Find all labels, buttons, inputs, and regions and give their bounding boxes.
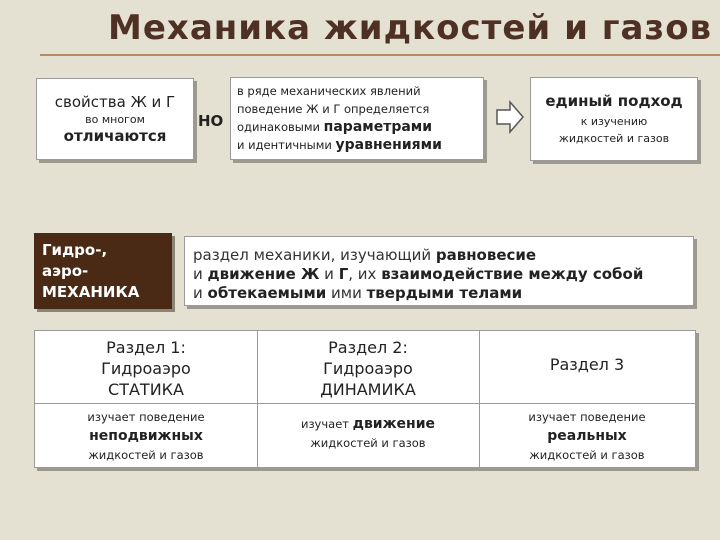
section-1-label: Раздел 1: [106,338,186,357]
section-1-description [35,404,257,468]
parameters-line4-prefix: и идентичными [237,138,332,152]
parameters-line4 [237,136,477,154]
unified-line1: единый подход [545,92,683,110]
term-line2: аэро- [42,262,89,280]
unified-line3: жидкостей и газов [558,132,670,145]
properties-line2: во многом [85,113,145,126]
section-1-header [35,331,257,403]
definition-emphasis: обтекаемыми [207,284,327,302]
section-2-desc-line2: жидкостей и газов [310,436,426,450]
section-1-desc-line1: изучает поведение [87,410,205,424]
definition-emphasis: твердыми телами [366,284,523,302]
section-2-desc-emphasis: движение [352,416,436,432]
definition-emphasis: равновесие [435,246,537,264]
definition-text: раздел механики, изучающий [193,246,436,264]
parameters-line3-prefix: одинаковыми [237,120,321,134]
section-2-description [257,404,479,468]
term-line3: МЕХАНИКА [42,283,140,301]
definition-emphasis: Г [338,265,349,283]
parameters-line3 [237,118,477,136]
definition-emphasis: взаимодействие между собой [381,265,644,283]
section-3-description [479,404,695,468]
section-2-desc-prefix: изучает [300,417,349,431]
parameters-line2: поведение Ж и Г определяется [237,102,430,116]
section-1-name: СТАТИКА [108,380,184,399]
section-1-desc-emphasis: неподвижных [89,428,203,444]
right-arrow-icon [495,100,525,134]
term-line1: Гидро-, [42,241,108,259]
section-2-header [257,331,479,403]
section-2-label: Раздел 2: [328,338,408,357]
equations-emphasis: уравнениями [335,137,442,153]
section-2-prefix: Гидроаэро [323,359,413,378]
section-3-desc-emphasis: реальных [547,428,627,444]
unified-line2: к изучению [580,115,648,128]
section-2-name: ДИНАМИКА [320,380,416,399]
section-3-header [479,331,695,403]
properties-line3: отличаются [63,127,167,145]
sections-table [34,330,696,468]
unified-approach-box [530,77,698,161]
section-2-desc-line1 [257,415,479,434]
section-1-prefix: Гидроаэро [101,359,191,378]
definition-text: и [319,265,339,283]
definition-text: , их [348,265,382,283]
section-3-label: Раздел 3 [549,355,625,374]
page-title: Механика жидкостей и газов [108,8,713,48]
definition-text: и [193,284,208,302]
parameters-emphasis: параметрами [323,119,433,135]
but-connector: НО [198,112,224,130]
definition-text: ими [326,284,367,302]
term-box [34,233,172,309]
properties-box [36,78,194,160]
section-1-desc-line3: жидкостей и газов [88,448,204,462]
title-divider [40,54,720,56]
section-3-desc-line3: жидкостей и газов [529,448,645,462]
parameters-box [230,77,484,160]
parameters-line1: в ряде механических явлений [237,84,421,98]
properties-line1: свойства Ж и Г [54,93,176,111]
definition-emphasis: движение Ж [207,265,320,283]
definition-box [184,236,694,306]
section-3-desc-line1: изучает поведение [528,410,646,424]
definition-text: и [193,265,208,283]
